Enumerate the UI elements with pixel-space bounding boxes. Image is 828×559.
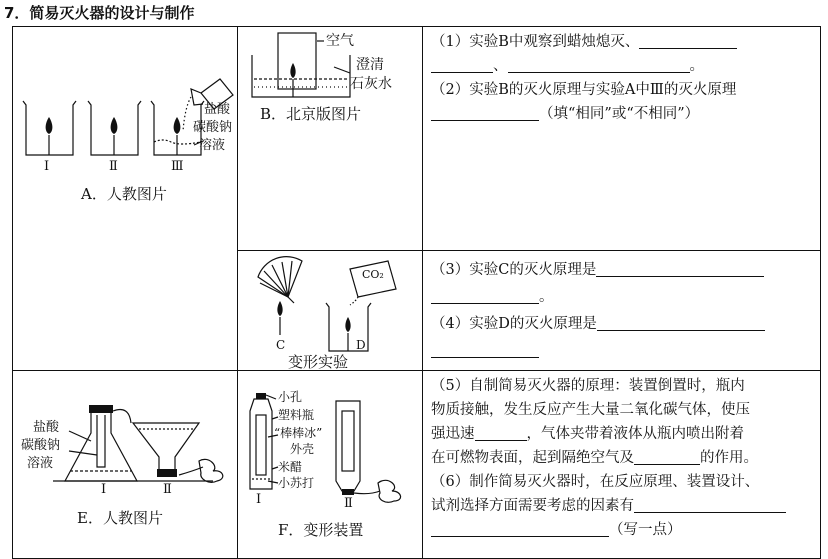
q1-blank-2[interactable] — [431, 56, 493, 73]
part-plastic-bottle: 塑料瓶 — [278, 408, 315, 422]
panel-e — [13, 371, 238, 559]
q6-line-2: 试剂选择方面需要考虑的因素有 — [431, 498, 634, 514]
part-vinegar: 米醋 — [278, 460, 303, 474]
q5-line-4b: 的作用。 — [700, 450, 758, 466]
f-label-1: Ⅰ — [256, 492, 262, 507]
q1-blank-3[interactable] — [508, 56, 690, 73]
label-c: C — [276, 338, 286, 352]
e-reagent-hcl: 盐酸 — [33, 420, 60, 435]
part-ice-stick: “棒棒冰” — [274, 426, 323, 440]
q5-line-2: 物质接触，发生反应产生大量二氧化碳气体，使压 — [431, 402, 750, 418]
part-baking-soda: 小苏打 — [278, 476, 315, 490]
air-label: 空气 — [326, 33, 354, 49]
q5-blank-2[interactable] — [634, 448, 700, 465]
q1-end: 。 — [689, 58, 704, 74]
q3-blank-2[interactable] — [431, 287, 539, 304]
q3-text: （3）实验C的灭火原理是 — [431, 262, 597, 278]
reagent-label-carbonate: 碳酸钠 — [193, 120, 233, 135]
questions-1-2 — [423, 27, 821, 251]
q3-end: 。 — [539, 289, 554, 305]
q6-blank-1[interactable] — [634, 496, 786, 513]
q6-hint: （写一点） — [609, 522, 682, 538]
q5-line-3b: ，气体夹带着液体从瓶内喷出附着 — [526, 426, 744, 442]
problem-title: 7．简易灭火器的设计与制作 — [4, 4, 195, 22]
q4-text: （4）实验D的灭火原理是 — [431, 316, 597, 332]
label-d: D — [356, 338, 366, 352]
q1-sep: 、 — [493, 58, 508, 74]
questions-3-4 — [423, 251, 821, 371]
q4-blank-1[interactable] — [597, 314, 765, 331]
f-label-2: Ⅱ — [344, 496, 353, 511]
q2-text: （2）实验B的灭火原理与实验A中Ⅲ的灭火原理 — [431, 82, 737, 98]
panel-f-caption: F．变形装置 — [278, 521, 364, 539]
q3-blank-1[interactable] — [596, 260, 764, 277]
panel-a — [13, 27, 238, 371]
e-reagent-carbonate: 碳酸钠 — [21, 438, 61, 453]
e-label-1: Ⅰ — [101, 482, 107, 497]
q2-blank[interactable] — [431, 104, 539, 121]
q2-hint: （填“相同”或“不相同”） — [539, 106, 700, 122]
q5-line-1: （5）自制简易灭火器的原理：装置倒置时，瓶内 — [431, 378, 745, 394]
panel-e-caption: E．人教图片 — [77, 509, 163, 527]
questions-5-6 — [423, 371, 821, 559]
part-shell: 外壳 — [290, 442, 315, 456]
q4-blank-2[interactable] — [431, 341, 539, 358]
beaker-label-3: Ⅲ — [171, 159, 184, 174]
q5-line-4a: 在可燃物表面，起到隔绝空气及 — [431, 450, 634, 466]
e-label-2: Ⅱ — [163, 482, 172, 497]
panel-cd — [238, 251, 423, 371]
panel-b-caption: B．北京版图片 — [260, 105, 362, 123]
e-reagent-solution: 溶液 — [27, 456, 54, 471]
limewater-label-2: 石灰水 — [350, 76, 392, 92]
q5-blank-1[interactable] — [475, 424, 527, 441]
q1-text: （1）实验B中观察到蜡烛熄灭、 — [431, 34, 640, 50]
reagent-label-solution: 溶液 — [199, 138, 226, 153]
beaker-label-1: Ⅰ — [44, 159, 50, 174]
q1-blank-1[interactable] — [639, 32, 737, 49]
q6-line-1: （6）制作简易灭火器时，在反应原理、装置设计、 — [431, 474, 760, 490]
panel-cd-caption: 变形实验 — [288, 353, 349, 371]
experiment-table — [12, 26, 821, 559]
q5-line-3a: 强迅速 — [431, 426, 475, 442]
q6-blank-2[interactable] — [431, 520, 609, 537]
panel-f — [238, 371, 423, 559]
beaker-label-2: Ⅱ — [109, 159, 118, 174]
panel-a-caption: A．人教图片 — [81, 185, 167, 203]
reagent-label-hcl: 盐酸 — [204, 102, 231, 117]
co2-label: CO₂ — [362, 268, 384, 281]
part-hole: 小孔 — [278, 390, 303, 404]
panel-b — [238, 27, 423, 251]
limewater-label-1: 澄清 — [356, 57, 384, 73]
